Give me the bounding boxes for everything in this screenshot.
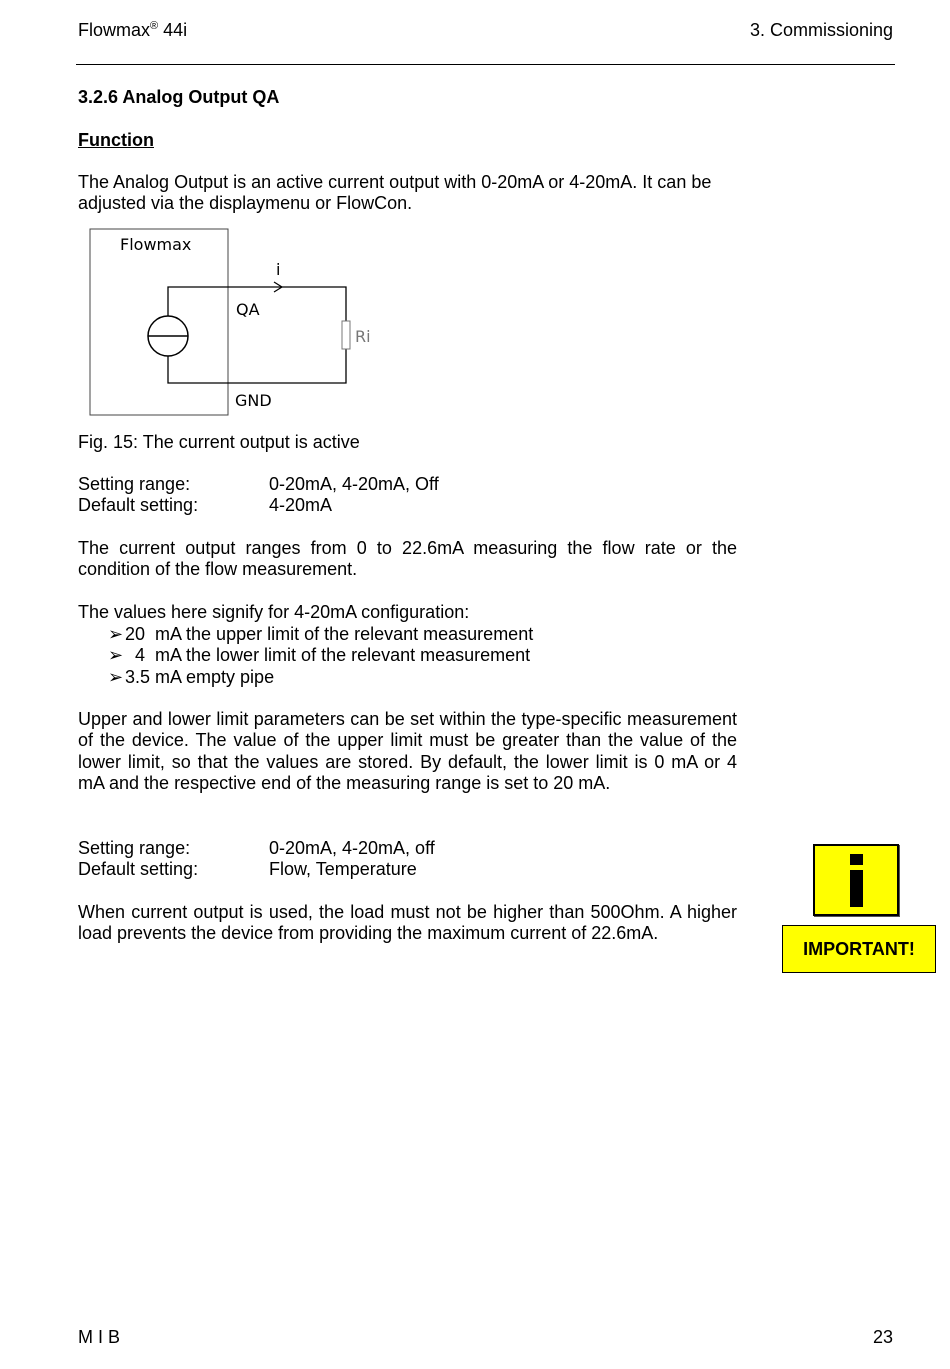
arrow-bullet-icon: ➢	[108, 667, 124, 687]
setting-range-value: 0-20mA, 4-20mA, Off	[269, 474, 439, 494]
default-setting-value-2: Flow, Temperature	[269, 859, 417, 879]
product-model: 44i	[158, 20, 188, 40]
setting-range-row-2	[78, 838, 435, 859]
ground-wire	[168, 349, 346, 383]
resistor-label: Ri	[355, 327, 371, 346]
default-setting-row-2	[78, 859, 417, 880]
section-heading: 3.2.6 Analog Output QA	[78, 87, 280, 107]
resistor-icon	[342, 321, 350, 349]
setting-range-label: Setting range:	[78, 474, 191, 494]
gnd-label: GND	[235, 391, 272, 410]
bullet-item	[108, 667, 274, 688]
header-section: 3. Commissioning	[749, 20, 893, 40]
default-setting-label: Default setting:	[78, 495, 199, 515]
page-number: 23	[872, 1327, 893, 1347]
limits-paragraph: Upper and lower limit parameters can be set within the type-specific measurement of the device. The value of the upper limit must be greater than the value of the lower limit, so that the values are stored. By default, the lower limit is 0 mA or 4 mA and the respective end of the measuring range is set to 20 mA.	[78, 709, 737, 793]
bullet-text: 4 mA the lower limit of the relevant measurement	[125, 645, 531, 665]
arrow-bullet-icon: ➢	[108, 645, 124, 665]
default-setting-value: 4-20mA	[269, 495, 333, 515]
circuit-diagram	[85, 225, 385, 420]
header-product	[78, 19, 187, 41]
function-subheading: Function	[78, 130, 154, 150]
product-name: Flowmax	[78, 20, 151, 40]
bullet-item	[108, 624, 533, 645]
intro-paragraph: The Analog Output is an active current output with 0-20mA or 4-20mA. It can be adjusted via the displaymenu or FlowCon.	[78, 172, 712, 214]
registered-mark: ®	[150, 20, 159, 32]
bullet-text: 3.5 mA empty pipe	[125, 667, 275, 687]
info-icon	[813, 844, 899, 916]
values-intro: The values here signify for 4-20mA configuration:	[78, 602, 470, 622]
footer-left: M I B	[78, 1327, 121, 1347]
default-setting-row	[78, 495, 333, 516]
arrow-bullet-icon: ➢	[108, 624, 124, 644]
figure-caption: Fig. 15: The current output is active	[78, 432, 360, 452]
info-glyph	[815, 846, 897, 914]
range-paragraph: The current output ranges from 0 to 22.6mA measuring the flow rate or the condition of the flow measurement.	[78, 538, 737, 580]
bullet-item	[108, 645, 530, 666]
header-divider	[76, 64, 895, 65]
default-setting-label-2: Default setting:	[78, 859, 199, 879]
flowmax-label: Flowmax	[120, 235, 192, 254]
qa-label: QA	[236, 300, 260, 319]
setting-range-row	[78, 474, 439, 495]
load-paragraph: When current output is used, the load must not be higher than 500Ohm. A higher load prevents the device from providing the maximum current of 22.6mA.	[78, 902, 737, 944]
setting-range-label-2: Setting range:	[78, 838, 191, 858]
important-badge: IMPORTANT!	[782, 925, 936, 973]
current-label: i	[276, 260, 281, 279]
setting-range-value-2: 0-20mA, 4-20mA, off	[269, 838, 435, 858]
bullet-text: 20 mA the upper limit of the relevant measurement	[125, 624, 534, 644]
